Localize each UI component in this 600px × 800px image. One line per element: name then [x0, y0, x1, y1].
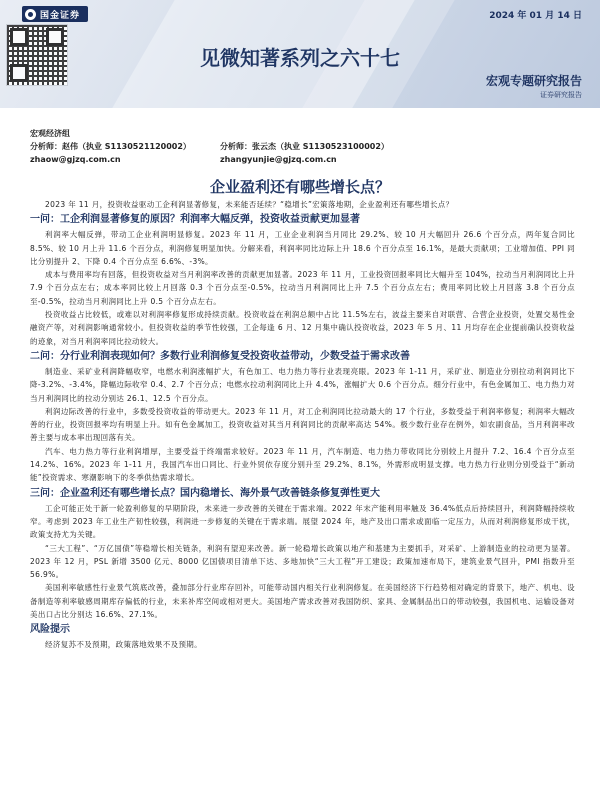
body-paragraph: 制造业、采矿业利润降幅收窄，电燃水利润涨幅扩大，有色加工、电力热力等行业表现亮眼。2023 年 1-11 月，采矿业、制造业分别拉动利润同比下降-3.2%、-3.4%，降幅边际收窄 0.4、2.7 个百分点；电燃水拉动利润同比上升 4.4%，涨幅扩大 0.6 个百分点。细分行业中，有色金属加工、电力热力对当月利润同比的拉动分别达 26.1、12.5 个百分点。	[30, 366, 575, 403]
report-date: 2024 年 01 月 14 日	[489, 11, 582, 21]
section-heading: 二问：分行业利润表现如何？多数行业利润修复受投资收益带动，少数受益于需求改善	[30, 350, 410, 362]
body-paragraph: 利润率大幅反弹，带动工企业利润明显修复。2023 年 11 月，工业企业利润当月同比 29.2%、较 10 月大幅回升 26.6 个百分点，两年复合同比 8.5%、较 10 月上升 11.6 个百分点，利润修复明显加快。分解来看，利润率同比边际上升 18.6 个百分点至 16.1%，是最大贡献项；工业增加值、PPI 同比分别提升 2、下降 0.4 个百分点至 6.6%、-3%。	[30, 230, 575, 266]
intro-paragraph: 2023 年 11 月，投资收益驱动工企利润显著修复，未来能否延续？“稳增长”宏策落地期，企业盈利还有哪些增长点？	[45, 200, 454, 209]
body-paragraph: 成本与费用率均有回落，但投资收益对当月利润率改善的贡献更加显著。2023 年 11 月，工业投资回报率同比大幅升至 104%，拉动当月利润同比上升 7.9 个百分点左右；成本率同比较上月回落 0.3 个百分点至-0.5%，拉动当月利润同比上升 7.5 个百分点左右；费用率同比较上月回落 3.8 个百分点至-0.5%，拉动当月利润同比上升 0.5 个百分点左右。	[30, 270, 575, 306]
body-paragraph: 投资收益占比较低，或难以对利润率修复形成持续贡献。投资收益在利润总额中占比 11.5%左右，波益主要来自对联营、合营企业投资，处置交易性金融资产等，对利润影响通常较小。但投资收益的季节性较强，工企每逢 6 月、12 月集中确认投资收益，2023 年 5 月、11 月均存在企业提前确认投资收益的迹象，对当月利润率同比拉动较大。	[30, 310, 575, 346]
section-heading: 一问：工企利润显著修复的原因？利润率大幅反弹，投资收益贡献更加显著	[30, 214, 360, 226]
body-paragraph: 工企可能正处于新一轮盈利修复的早期阶段，未来进一步改善的关键在于需求端。2022 年末产能利用率触及 36.4%低点后持续回升，利润降幅持续收窄。考虑到 2023 年工业生产韧性较强，利润进一步修复的关键在于需求端。展望 2024 年，地产及出口需求或面临一定压力，从而对利润修复形成干扰，政策支持尤为关键。	[30, 503, 575, 540]
report-department: 证券研究报告	[540, 91, 582, 99]
logo-mark-icon	[25, 9, 36, 20]
body-paragraph: “三大工程”、“万亿国债”等稳增长相关链条，利润有望迎来改善。新一轮稳增长政策以地产和基建为主要抓手，对采矿、上游制造业的拉动更为显著。2023 年 12 月，PSL 新增 3500 亿元、8000 亿国债项目清单下达、多地加快“三大工程”开工建设；政策加速布局下，建筑业景气回升，PMI 指数升至 56.9%。	[30, 543, 575, 580]
section-heading: 三问：企业盈利还有哪些增长点？国内稳增长、海外景气改善链条修复弹性更大	[30, 487, 380, 499]
analyst-email[interactable]: zhaow@gjzq.com.cn	[30, 155, 121, 164]
analyst-list	[30, 141, 575, 164]
analyst-info	[30, 128, 575, 164]
analyst-card	[30, 141, 220, 164]
body-paragraph: 利润边际改善的行业中，多数受投资收益的带动更大。2023 年 11 月，对工企利润同比拉动最大的 17 个行业，多数受益于利润率修复；利润率大幅改善的行业，投资回报率均有明显上升。如有色金属加工，投资收益对其当月利润同比的贡献率高达 54%。极少数行业存在例外，如农副食品，当月利润率改善主要与成本率出现回落有关。	[30, 406, 575, 443]
article-title: 企业盈利还有哪些增长点？	[209, 178, 390, 196]
body-paragraph: 美国利率敏感性行业景气筑底改善，叠加部分行业库存回补，可能带动国内相关行业利润修复。在美国经济下行趋势相对确定的背景下，地产、机电、设备制造等利率敏感周期库存偏低的行业，未来补库空间或相对更大。美国地产需求改善对我国防织、家具、金属制品出口的带动较强，我国机电、运输设备对美出口占比分别达 16.6%、27.1%。	[30, 583, 575, 620]
body-paragraph: 汽车、电力热力等行业利润增厚，主要受益于终端需求较好。2023 年 11 月，汽车制造、电力热力带收同比分别较上月提升 7.2、16.4 个百分点至 14.2%、16%。2023 年 1-11 月，我国汽车出口同比、行业外贸依存度分别升至 29.2%、8.1%，外需形成明显支撑。电力热力行业则分别受益于“新动能”投资需求、寒潮影响下的冬季供热需求增长。	[30, 446, 575, 483]
analyst-card	[220, 141, 410, 164]
series-title: 见微知著系列之六十七	[200, 46, 400, 70]
body-paragraph: 经济复苏不及预期，政策落地效果不及预期。	[45, 640, 202, 650]
brand-logo	[22, 6, 88, 22]
report-header	[0, 0, 600, 108]
analyst-name: 分析师：张云杰（执业 S1130523100002）	[220, 142, 389, 151]
brand-name: 国金证券	[40, 10, 81, 21]
report-type: 宏观专题研究报告	[485, 74, 582, 88]
section-heading: 风险提示	[30, 624, 70, 636]
analyst-email[interactable]: zhangyunjie@gjzq.com.cn	[220, 155, 337, 164]
analyst-name: 分析师：赵伟（执业 S1130521120002）	[30, 142, 191, 151]
research-group: 宏观经济组	[30, 129, 70, 138]
article-body	[30, 198, 575, 652]
